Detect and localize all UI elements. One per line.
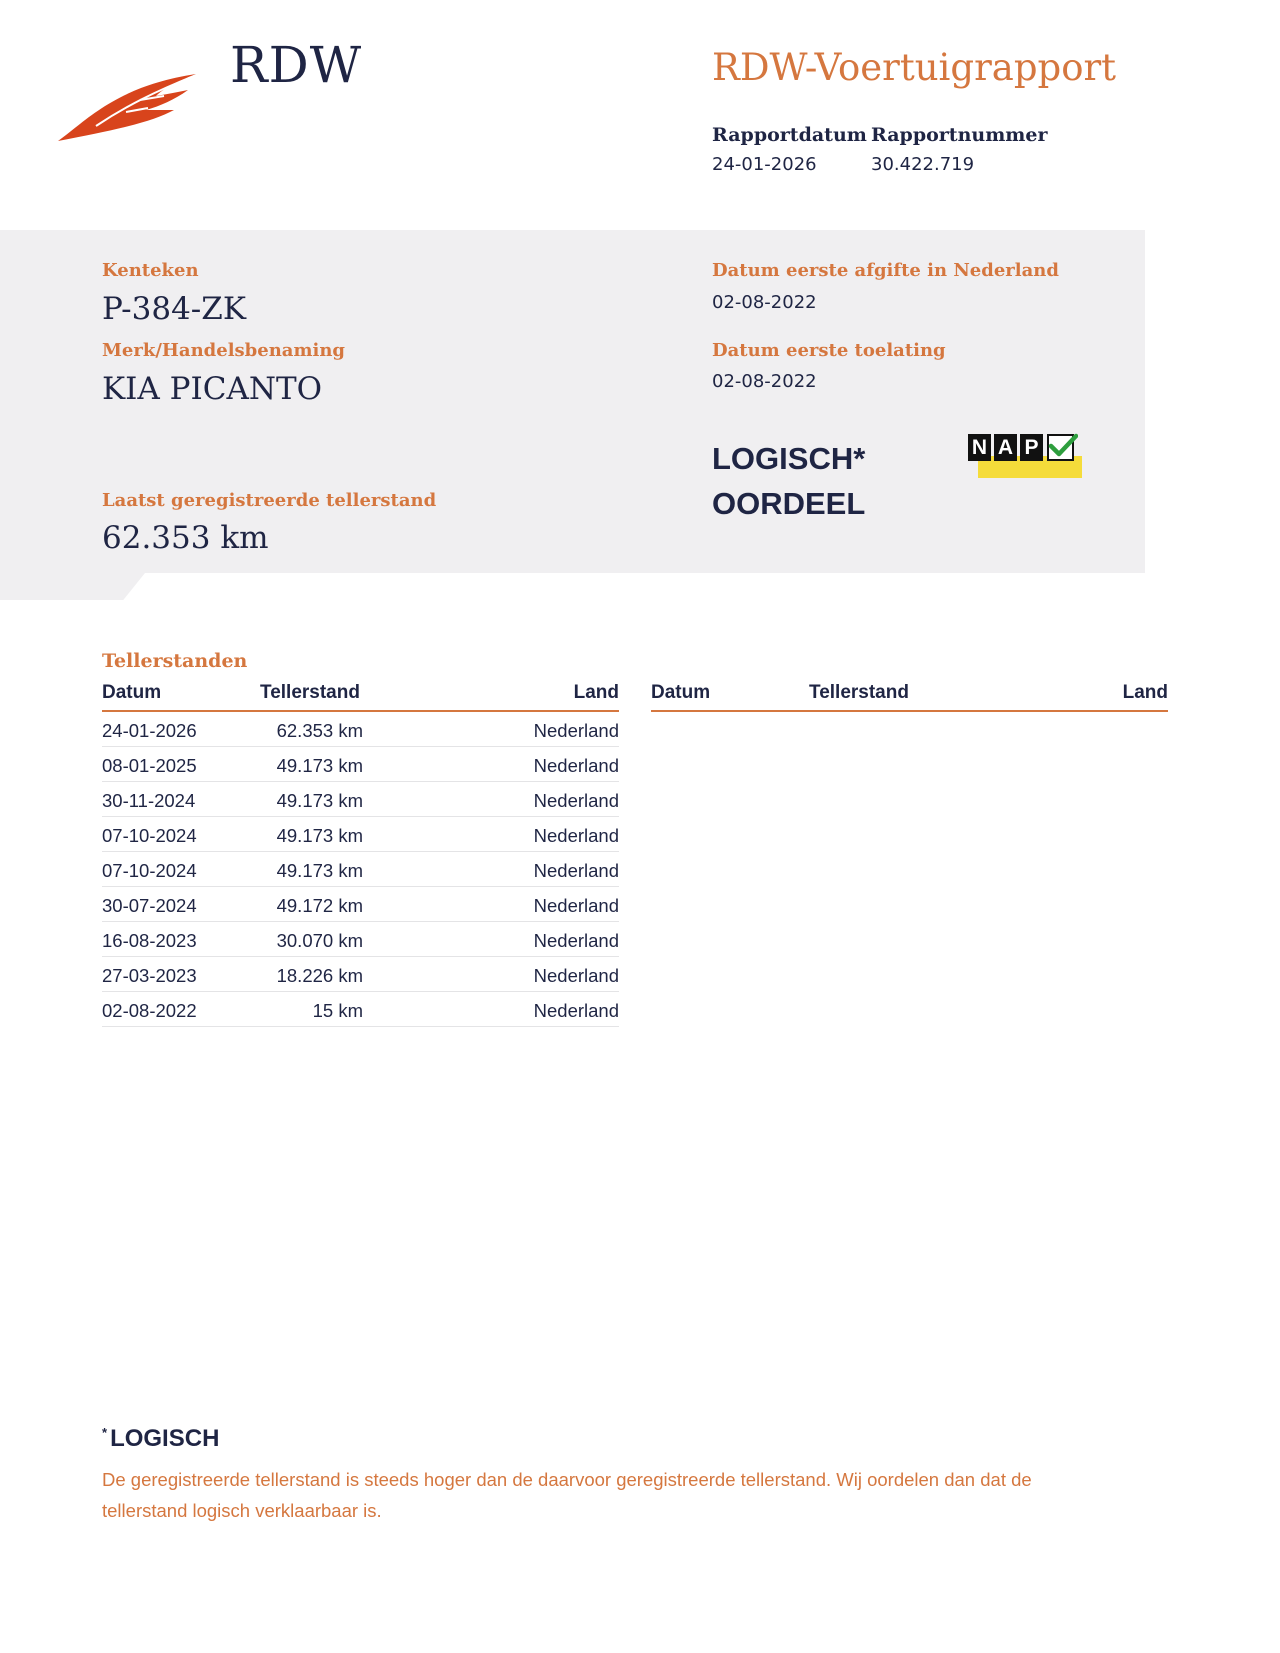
- make-value: KIA PICANTO: [102, 371, 323, 407]
- first-issue-value: 02-08-2022: [712, 292, 817, 313]
- footnote-title: [102, 1425, 219, 1453]
- verdict-line-2: OORDEEL: [712, 486, 866, 521]
- nap-letter-n: N: [968, 434, 991, 461]
- reading-date: 07-10-2024: [102, 825, 197, 846]
- table-row: [102, 887, 619, 922]
- rdw-logo-icon: [56, 66, 206, 146]
- odometer-label: Laatst geregistreerde tellerstand: [102, 490, 437, 511]
- reading-km: 49.173 km: [276, 825, 363, 846]
- reading-date: 24-01-2026: [102, 720, 197, 741]
- table-row: [102, 957, 619, 992]
- reading-km: 15 km: [312, 1000, 363, 1021]
- panel-tab-shape: [0, 573, 145, 600]
- reading-date: 02-08-2022: [102, 1000, 197, 1021]
- nap-badge: [968, 434, 1083, 480]
- table-row: [102, 712, 619, 747]
- nap-letter-a: A: [994, 434, 1017, 461]
- reading-country: Nederland: [533, 895, 619, 916]
- report-date: 24-01-2026: [712, 154, 817, 175]
- first-admission-value: 02-08-2022: [712, 371, 817, 392]
- col-country: Land: [573, 682, 619, 703]
- col-date: Datum: [651, 682, 711, 703]
- table-header: [102, 682, 619, 712]
- reading-date: 07-10-2024: [102, 860, 197, 881]
- reading-date: 30-07-2024: [102, 895, 197, 916]
- reading-km: 49.173 km: [276, 790, 363, 811]
- reading-km: 49.173 km: [276, 755, 363, 776]
- make-label: Merk/Handelsbenaming: [102, 340, 346, 361]
- first-issue-label: Datum eerste afgifte in Nederland: [712, 260, 1059, 281]
- reading-km: 49.172 km: [276, 895, 363, 916]
- reading-km: 18.226 km: [276, 965, 363, 986]
- table-row: [102, 992, 619, 1027]
- brand-name: RDW: [230, 36, 363, 94]
- table-row: [102, 922, 619, 957]
- first-admission-label: Datum eerste toelating: [712, 340, 946, 361]
- footnote-marker: *: [102, 1425, 108, 1440]
- nap-check-icon: [1047, 434, 1074, 461]
- col-date: Datum: [102, 682, 162, 703]
- report-title: RDW-Voertuigrapport: [712, 46, 1117, 89]
- table-header: [651, 682, 1168, 712]
- verdict-line-1: LOGISCH*: [712, 441, 866, 476]
- reading-country: Nederland: [533, 720, 619, 741]
- reading-country: Nederland: [533, 755, 619, 776]
- plate-label: Kenteken: [102, 260, 199, 281]
- report-number: 30.422.719: [871, 154, 975, 175]
- table-body: [102, 712, 619, 1027]
- reading-country: Nederland: [533, 790, 619, 811]
- col-km: Tellerstand: [809, 682, 909, 703]
- plate-value: P-384-ZK: [102, 291, 246, 327]
- footnote-text: De geregistreerde tellerstand is steeds hoger dan de daarvoor geregistreerde tellerstand. Wij oordelen dan dat de tellerstand logisch verklaarbaar is.: [102, 1469, 1032, 1521]
- table-row: [102, 747, 619, 782]
- reading-date: 30-11-2024: [102, 790, 196, 811]
- reading-date: 08-01-2025: [102, 755, 197, 776]
- report-date-label: Rapportdatum: [712, 124, 867, 146]
- nap-letter-p: P: [1020, 434, 1043, 461]
- readings-title: Tellerstanden: [102, 650, 248, 672]
- reading-km: 62.353 km: [276, 720, 363, 741]
- table-row: [102, 852, 619, 887]
- col-country: Land: [1122, 682, 1168, 703]
- reading-country: Nederland: [533, 860, 619, 881]
- table-row: [102, 782, 619, 817]
- reading-country: Nederland: [533, 1000, 619, 1021]
- reading-km: 49.173 km: [276, 860, 363, 881]
- odometer-value: 62.353 km: [102, 520, 269, 556]
- readings-table-left: [102, 682, 619, 1027]
- reading-date: 27-03-2023: [102, 965, 197, 986]
- reading-country: Nederland: [533, 965, 619, 986]
- reading-date: 16-08-2023: [102, 930, 197, 951]
- report-number-label: Rapportnummer: [871, 124, 1048, 146]
- reading-km: 30.070 km: [276, 930, 363, 951]
- table-row: [102, 817, 619, 852]
- readings-table-right: [651, 682, 1168, 712]
- reading-country: Nederland: [533, 930, 619, 951]
- footnote-title-text: LOGISCH: [110, 1425, 220, 1452]
- col-km: Tellerstand: [260, 682, 360, 703]
- reading-country: Nederland: [533, 825, 619, 846]
